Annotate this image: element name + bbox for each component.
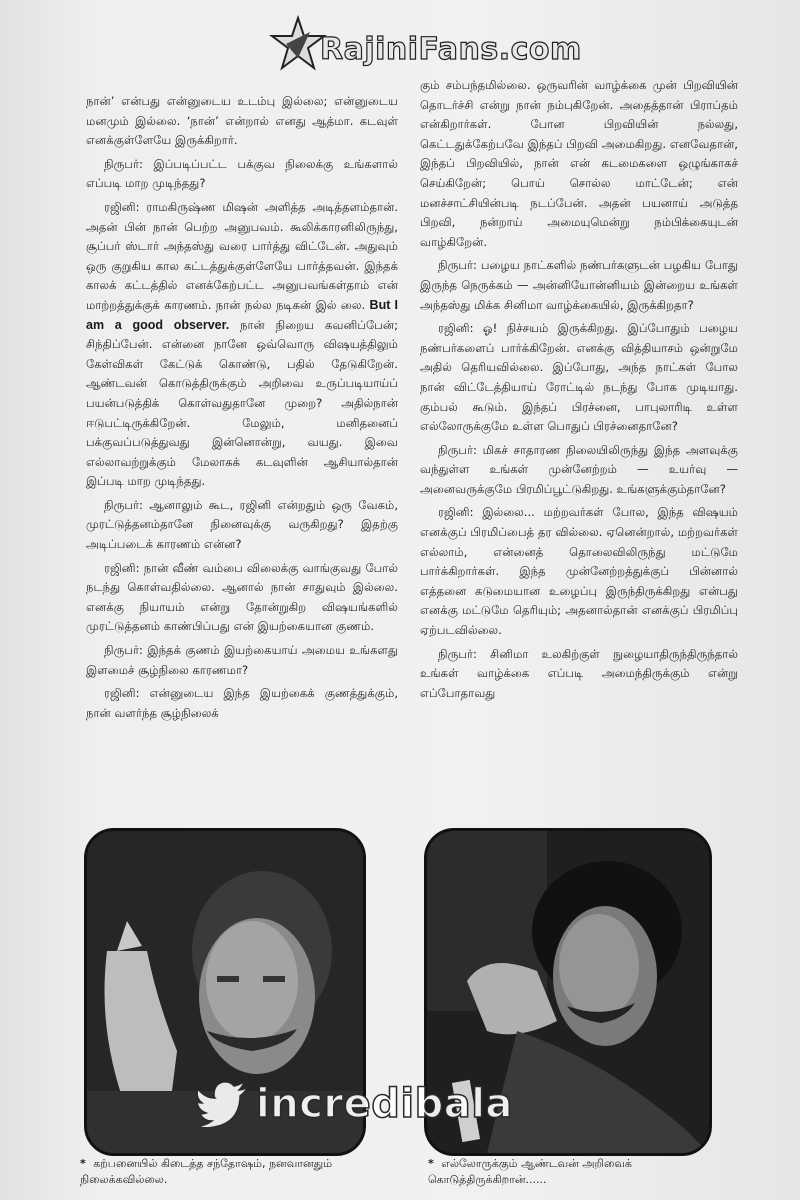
twitter-bird-icon <box>196 1081 252 1127</box>
paragraph: ரஜினி: நான் வீண் வம்பை விலைக்கு வாங்குவது போல் நடந்து கொள்வதில்லை. ஆனால் நான் சாதுவும் இல்லை. எனக்கு நியாயம் என்று தோன்றுகிற விஷயங்களில் முரட்டுத்தனம் காண்பிப்பது என் இயற்கையான குணம். <box>86 560 398 634</box>
photo-caption-left <box>80 1156 380 1188</box>
english-phrase: But I am a good observer. <box>86 297 398 332</box>
caption-text: கற்பனையில் கிடைத்த சந்தோஷம், நனவானதும் நிலைக்கவில்லை. <box>80 1157 333 1186</box>
photo-caption-right <box>428 1156 718 1188</box>
paragraph: ரஜினி: இல்லை... மற்றவர்கள் போல, இந்த விஷயம் எனக்குப் பிரமிப்பைத் தர வில்லை. ஏனென்றால், மற்றவர்கள் எல்லாம், என்னைத் தொலைவிலிருந்து மட்டுமே பார்க்கிறார்கள். இந்த முன்னேற்றத்துக்குப் பின்னால் எத்தனை கடுமையான உழைப்பு இருந்திருக்கிறது என்பது எனக்கு மட்டுமே தெரியும்; அதனால்தான் எனக்குப் பிரமிப்பு ஏற்படவில்லை. <box>420 505 738 638</box>
star-icon <box>268 14 328 74</box>
paragraph: நிருபர்: இந்தக் குணம் இயற்கையாய் அமைய உங்களது இளமைச் சூழ்நிலை காரணமா? <box>86 643 398 677</box>
paragraph: நிருபர்: மிகச் சாதாரண நிலையிலிருந்து இந்த அளவுக்கு வந்துள்ள உங்கள் முன்னேற்றம் — உயர்வு — அனைவருக்குமே பிரமிப்பூட்டுகிறது. உங்களுக்கும்தானே? <box>420 442 738 496</box>
site-logo <box>268 14 582 74</box>
paragraph-text: ரஜினி: ராமகிருஷ்ண மிஷன் அளித்த அடித்தளம்தான். அதன் பின் நான் பெற்ற அனுபவம். கூலிக்காரனிலிருந்து, சூப்பர் ஸ்டார் அந்தஸ்து வரை பார்த்து விட்டேன். அதுவும் ஒரு குறுகிய கால கட்டத்துக்குள்ளேயே பார்த்தவன். இந்தக் காலக் கட்டத்தில் எனக்கேற்பட்ட அனுபவங்கள்தாம் என் மாற்றத்துக்குக் காரணம். நான் நல்ல நடிகன் இல் லை. <box>86 199 398 312</box>
right-column <box>420 76 738 707</box>
paragraph: ரஜினி: என்னுடைய இந்த இயற்கைக் குணத்துக்கும், நான் வளர்ந்த சூழ்நிலைக் <box>86 686 398 720</box>
paragraph: நிருபர்: பழைய நாட்களில் நண்பர்களுடன் பழகிய போது இருந்த நெருக்கம் — அன்னியோன்னியம் இன்றைய உங்கள் அந்தஸ்து மிக்க சினிமா வாழ்க்கையில், இருக்கிறதா? <box>420 258 738 312</box>
paragraph-continuation: நான் நிறைய கவனிப்பேன்; சிந்திப்பேன். என்னை நானே ஒவ்வொரு விஷயத்திலும் கேள்விகள் கேட்டுக் கொண்டு, பதில் தேடுகிறேன். ஆண்டவன் கொடுத்திருக்கும் அறிவை உருப்படியாய்ப் பயன்படுத்திக் கொள்வதுதானே முறை? அதில்நான் ஈடுபட்டிருக்கிறேன். மேலும், மனிதனைப் பக்குவப்படுத்துவது இன்னொன்று, வயது. இவை எல்லாவற்றுக்கும் மேலாகக் கடவுளின் ஆசியால்தான் இப்படி மாற முடிந்தது. <box>86 317 399 489</box>
paragraph: நிருபர்: ஆனாலும் கூட, ரஜினி என்றதும் ஒரு வேகம், முரட்டுத்தனம்தானே நினைவுக்கு வருகிறது? இதற்கு அடிப்படைக் காரணம் என்ன? <box>86 497 398 552</box>
paragraph-with-english <box>86 198 398 492</box>
left-column <box>86 92 398 727</box>
paragraph: கும் சம்பந்தமில்லை. ஒருவரின் வாழ்க்கை முன் பிறவியின் தொடர்ச்சி என்று நான் நம்புகிறேன். அதைத்தான் பிராப்தம் என்கிறார்கள். போன பிறவியின் நல்லது, கெட்டதுக்கேற்பவே இந்தப் பிறவி அமைகிறது. எனவேதான், இந்தப் பிறவியில், நான் என் கடமைகளை ஒழுங்காகச் செய்கிறேன்; பொய் சொல்ல மாட்டேன்; என் மனச்சாட்சியின்படி நடப்பேன். அதன் பயனாய் அடுத்த பிறவி, நன்றாய் அமையுமென்று நம்பிக்கையுடன் வாழ்கிறேன். <box>420 78 738 249</box>
caption-star: * <box>428 1157 434 1170</box>
twitter-watermark <box>196 1074 513 1134</box>
paragraph: நிருபர்: இப்படிப்பட்ட பக்குவ நிலைக்கு உங்களால் எப்படி மாற முடிந்தது? <box>86 156 398 191</box>
paragraph: நிருபர்: சினிமா உலகிற்குள் நுழையாதிருந்திருந்தால் உங்கள் வாழ்க்கை எப்படி அமைந்திருக்கும் என்று எப்போதாவது <box>420 646 738 700</box>
caption-star: * <box>80 1157 86 1170</box>
caption-text: எல்லோருக்கும் ஆண்டவன் அறிவைக் கொடுத்திருக்கிறான்...... <box>428 1157 632 1186</box>
paragraph: ரஜினி: ஓ! நிச்சயம் இருக்கிறது. இப்போதும் பழைய நண்பர்களைப் பார்க்கிறேன். எனக்கு வித்தியாசம் ஒன்றுமே அதில் தெரியவில்லை. இப்போது, அந்த நாட்கள் போல நான் விட்டேத்தியாய் ரோட்டில் நடந்து போக முடியாது. கும்பல் கூடும். இந்தப் பிரச்னை, பாபுலாரிடி உள்ள எல்லோருக்குமே உள்ள பொதுப் பிரச்னைதானே? <box>420 321 738 434</box>
watermark-text: incredibala <box>256 1081 513 1127</box>
paragraph: நான்’ என்பது என்னுடைய உடம்பு இல்லை; என்னுடைய மனமும் இல்லை. ‘நான்’ என்றால் எனது ஆத்மா. கடவுள் எனக்குள்ளேயே இருக்கிறார். <box>86 94 398 148</box>
logo-text: RajiniFans.com <box>320 32 582 67</box>
